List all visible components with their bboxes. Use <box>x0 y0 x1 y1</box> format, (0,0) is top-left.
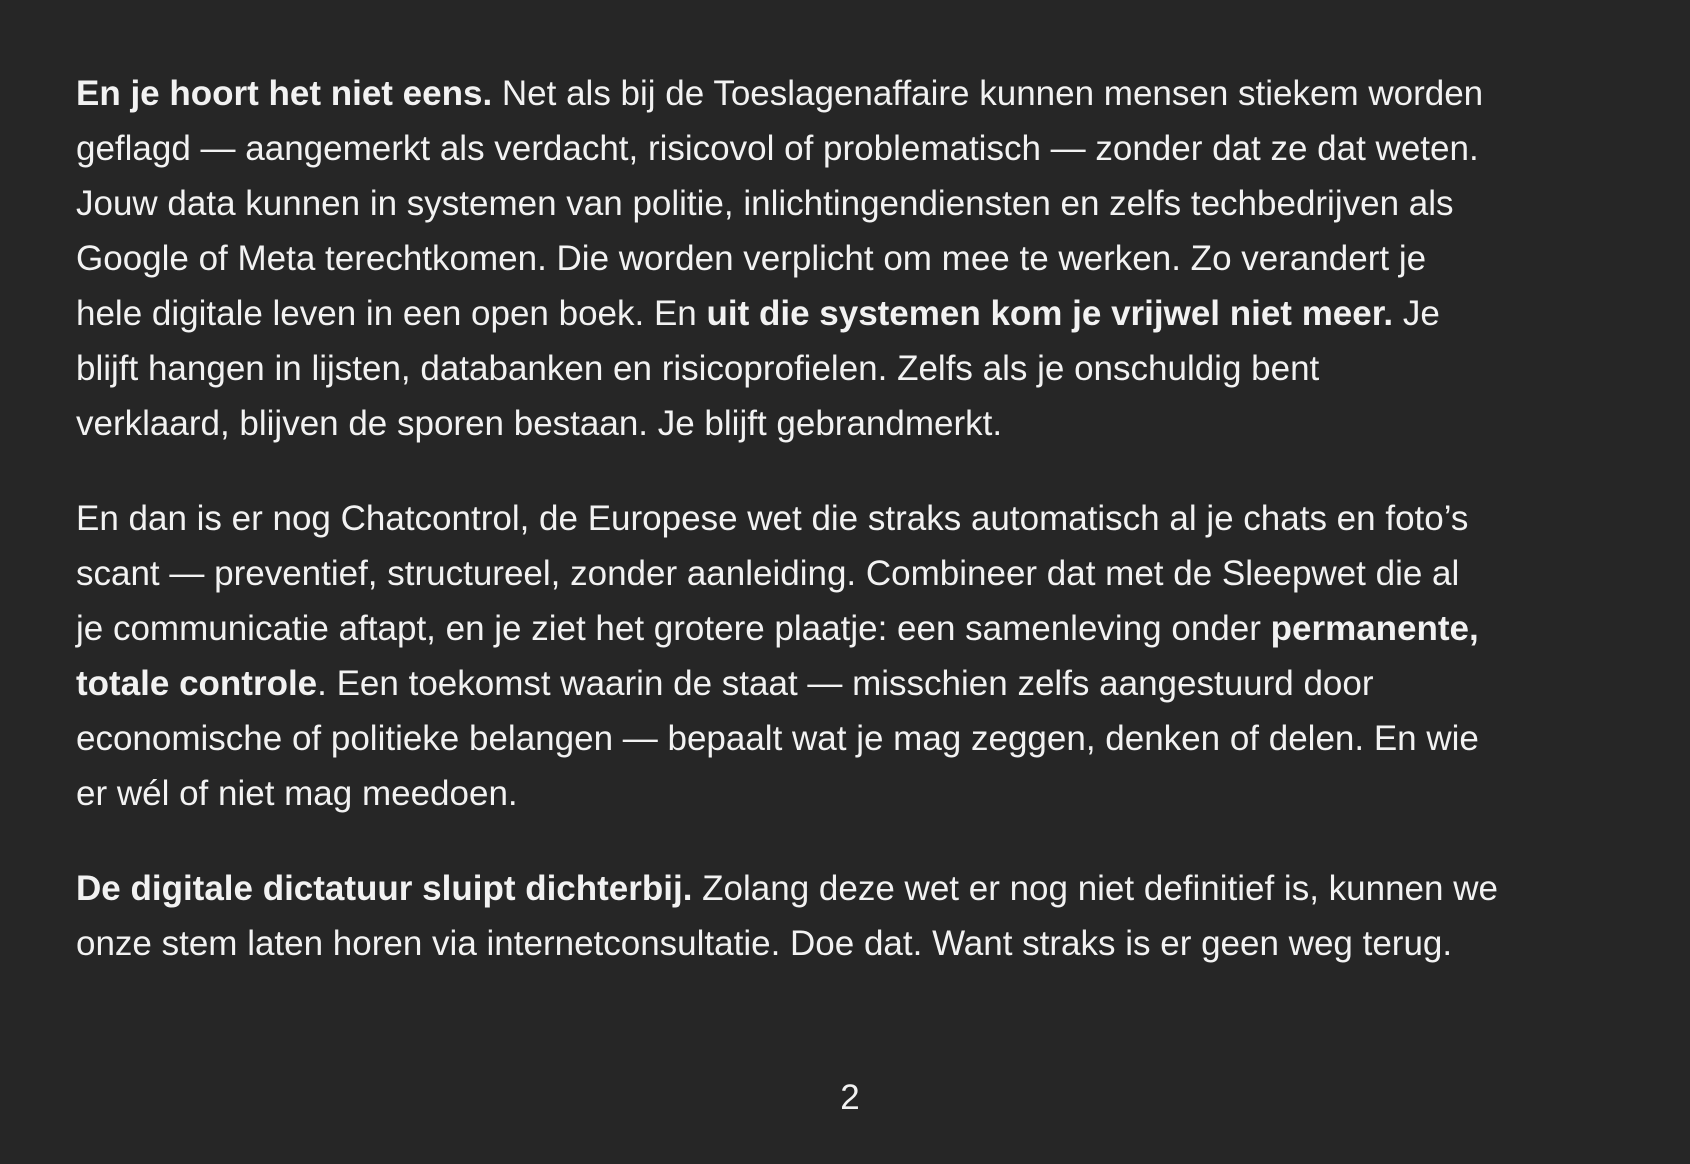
text-run: Net als bij de Toeslagenaffaire kunnen mensen stiekem worden <box>492 74 1484 113</box>
bold-text-run: uit die systemen kom je vrijwel niet meer. <box>706 294 1394 333</box>
paragraph <box>76 66 1636 451</box>
text-line <box>76 491 1636 546</box>
text-line <box>76 546 1636 601</box>
text-run: hele digitale leven in een open boek. En <box>76 294 707 333</box>
text-run: scant — preventief, structureel, zonder aanleiding. Combineer dat met de Sleepwet die al <box>76 554 1460 593</box>
text-line <box>76 66 1636 121</box>
text-line <box>76 916 1636 971</box>
document-page <box>76 66 1636 1011</box>
text-line <box>76 121 1636 176</box>
text-run: je communicatie aftapt, en je ziet het grotere plaatje: een samenleving onder <box>76 609 1271 648</box>
text-run: er wél of niet mag meedoen. <box>76 774 518 813</box>
text-line <box>76 766 1636 821</box>
text-line <box>76 176 1636 231</box>
body-text <box>76 66 1636 971</box>
text-line <box>76 601 1636 656</box>
text-line <box>76 711 1636 766</box>
text-line <box>76 341 1636 396</box>
bold-text-run: De digitale dictatuur sluipt dichterbij. <box>76 869 693 908</box>
text-line <box>76 231 1636 286</box>
text-run: Google of Meta terechtkomen. Die worden verplicht om mee te werken. Zo verandert je <box>76 239 1427 278</box>
text-line <box>76 396 1636 451</box>
text-run: geflagd — aangemerkt als verdacht, risicovol of problematisch — zonder dat ze dat weten. <box>76 129 1479 168</box>
bold-text-run: permanente, <box>1270 609 1479 648</box>
paragraph <box>76 491 1636 821</box>
text-run: En dan is er nog Chatcontrol, de Europese wet die straks automatisch al je chats en foto’s <box>76 499 1469 538</box>
text-run: Je <box>1393 294 1440 333</box>
text-run: economische of politieke belangen — bepaalt wat je mag zeggen, denken of delen. En wie <box>76 719 1479 758</box>
bold-text-run: totale controle <box>76 664 318 703</box>
text-run: blijft hangen in lijsten, databanken en risicoprofielen. Zelfs als je onschuldig bent <box>76 349 1320 388</box>
paragraph <box>76 861 1636 971</box>
text-run: Jouw data kunnen in systemen van politie, inlichtingendiensten en zelfs techbedrijven als <box>76 184 1454 223</box>
text-run: . Een toekomst waarin de staat — misschien zelfs aangestuurd door <box>317 664 1374 703</box>
page-number: 2 <box>840 1078 860 1117</box>
bold-text-run: En je hoort het niet eens. <box>76 74 493 113</box>
text-line <box>76 861 1636 916</box>
text-line <box>76 656 1636 711</box>
text-run: Zolang deze wet er nog niet definitief is, kunnen we <box>692 869 1498 908</box>
text-run: verklaard, blijven de sporen bestaan. Je blijft gebrandmerkt. <box>76 404 1003 443</box>
text-line <box>76 286 1636 341</box>
text-run: onze stem laten horen via internetconsultatie. Doe dat. Want straks is er geen weg terug. <box>76 924 1453 963</box>
